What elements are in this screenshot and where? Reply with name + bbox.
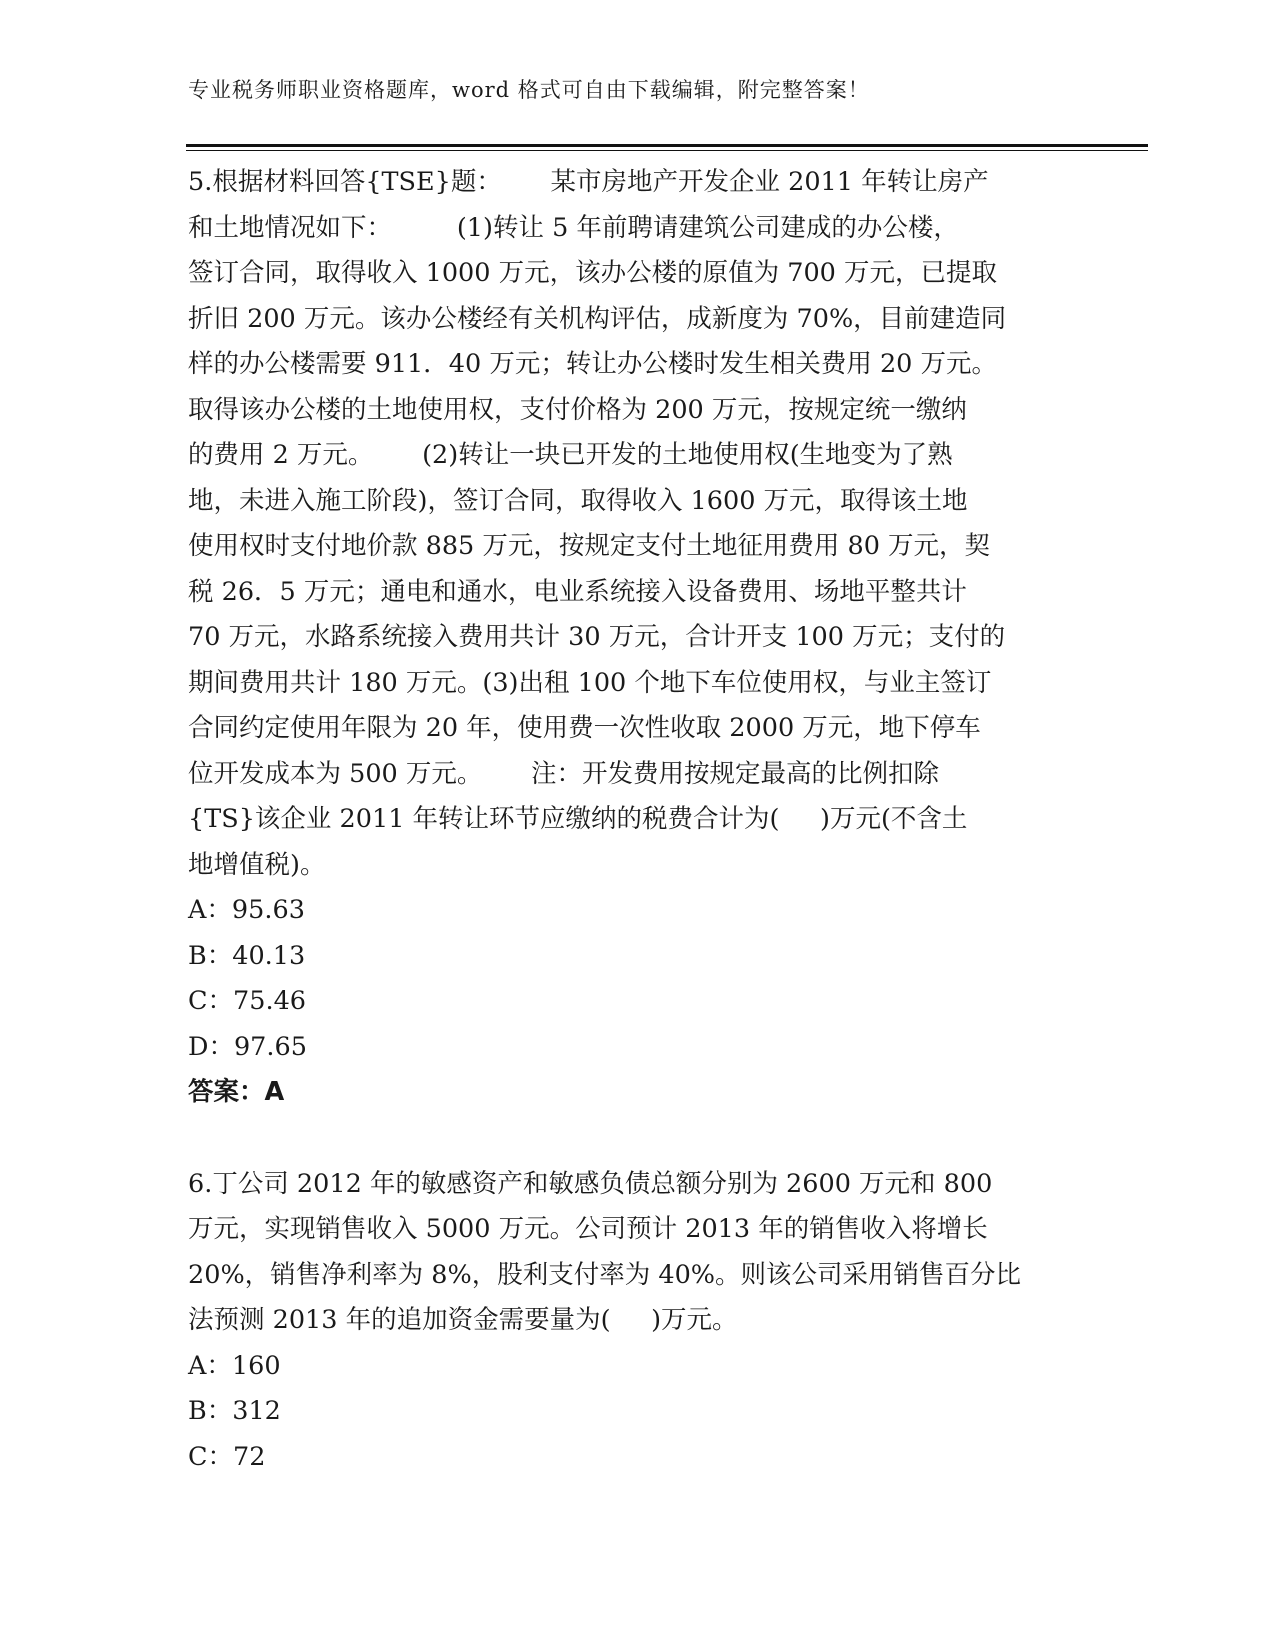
question-5-line: 取得该办公楼的土地使用权，支付价格为 200 万元，按规定统一缴纳 bbox=[188, 394, 967, 425]
question-5-line: 5.根据材料回答{TSE}题： 某市房地产开发企业 2011 年转让房产 bbox=[188, 167, 989, 197]
question-6 bbox=[188, 1162, 1078, 1481]
question-5-line: 折旧 200 万元。该办公楼经有关机构评估，成新度为 70%，目前建造同 bbox=[188, 303, 1007, 334]
question-5-line: 地，未进入施工阶段)，签订合同，取得收入 1600 万元，取得该土地 bbox=[188, 485, 968, 516]
question-6-line: 法预测 2013 年的追加资金需要量为( )万元。 bbox=[188, 1305, 738, 1335]
question-6-option-b: B：312 bbox=[188, 1396, 281, 1426]
question-5-line: 税 26．5 万元；通电和通水，电业系统接入设备费用、场地平整共计 bbox=[188, 576, 967, 607]
header-rule-secondary bbox=[186, 150, 1148, 151]
question-5-answer: 答案：A bbox=[188, 1077, 285, 1107]
question-5-option-c: C：75.46 bbox=[188, 986, 307, 1016]
header-rule bbox=[186, 144, 1148, 147]
question-6-line: 6.丁公司 2012 年的敏感资产和敏感负债总额分别为 2600 万元和 800 bbox=[188, 1168, 993, 1199]
question-6-line: 20%，销售净利率为 8%，股利支付率为 40%。则该公司采用销售百分比 bbox=[188, 1259, 1022, 1290]
question-5-line: 使用权时支付地价款 885 万元，按规定支付土地征用费用 80 万元，契 bbox=[188, 531, 991, 561]
document-body bbox=[188, 160, 1078, 1480]
question-5-line: 的费用 2 万元。 (2)转让一块已开发的土地使用权(生地变为了熟 bbox=[188, 440, 953, 470]
question-6-option-c: C：72 bbox=[188, 1441, 266, 1472]
question-5-line: 期间费用共计 180 万元。(3)出租 100 个地下车位使用权，与业主签订 bbox=[188, 667, 992, 698]
question-5-line: {TS}该企业 2011 年转让环节应缴纳的税费合计为( )万元(不含土 bbox=[188, 804, 968, 834]
question-6-line: 万元，实现销售收入 5000 万元。公司预计 2013 年的销售收入将增长 bbox=[188, 1214, 988, 1244]
question-5-line: 70 万元，水路系统接入费用共计 30 万元，合计开支 100 万元；支付的 bbox=[188, 622, 1006, 652]
question-5-option-b: B：40.13 bbox=[188, 940, 306, 971]
question-5-line: 样的办公楼需要 911．40 万元；转让办公楼时发生相关费用 20 万元。 bbox=[188, 349, 997, 379]
question-5-line: 位开发成本为 500 万元。 注：开发费用按规定最高的比例扣除 bbox=[188, 758, 940, 789]
question-5-line: 地增值税)。 bbox=[188, 849, 326, 880]
question-5-option-a: A：95.63 bbox=[188, 895, 305, 925]
page-header: 专业税务师职业资格题库，word 格式可自由下载编辑，附完整答案！ bbox=[188, 78, 870, 102]
question-6-option-a: A：160 bbox=[188, 1350, 281, 1381]
question-5-line: 签订合同，取得收入 1000 万元，该办公楼的原值为 700 万元，已提取 bbox=[188, 258, 997, 288]
question-5-line: 和土地情况如下： (1)转让 5 年前聘请建筑公司建成的办公楼， bbox=[188, 212, 959, 243]
question-5-line: 合同约定使用年限为 20 年，使用费一次性收取 2000 万元，地下停车 bbox=[188, 713, 981, 743]
question-spacer bbox=[188, 1116, 1078, 1162]
question-5 bbox=[188, 160, 1078, 1116]
question-5-option-d: D：97.65 bbox=[188, 1031, 307, 1062]
